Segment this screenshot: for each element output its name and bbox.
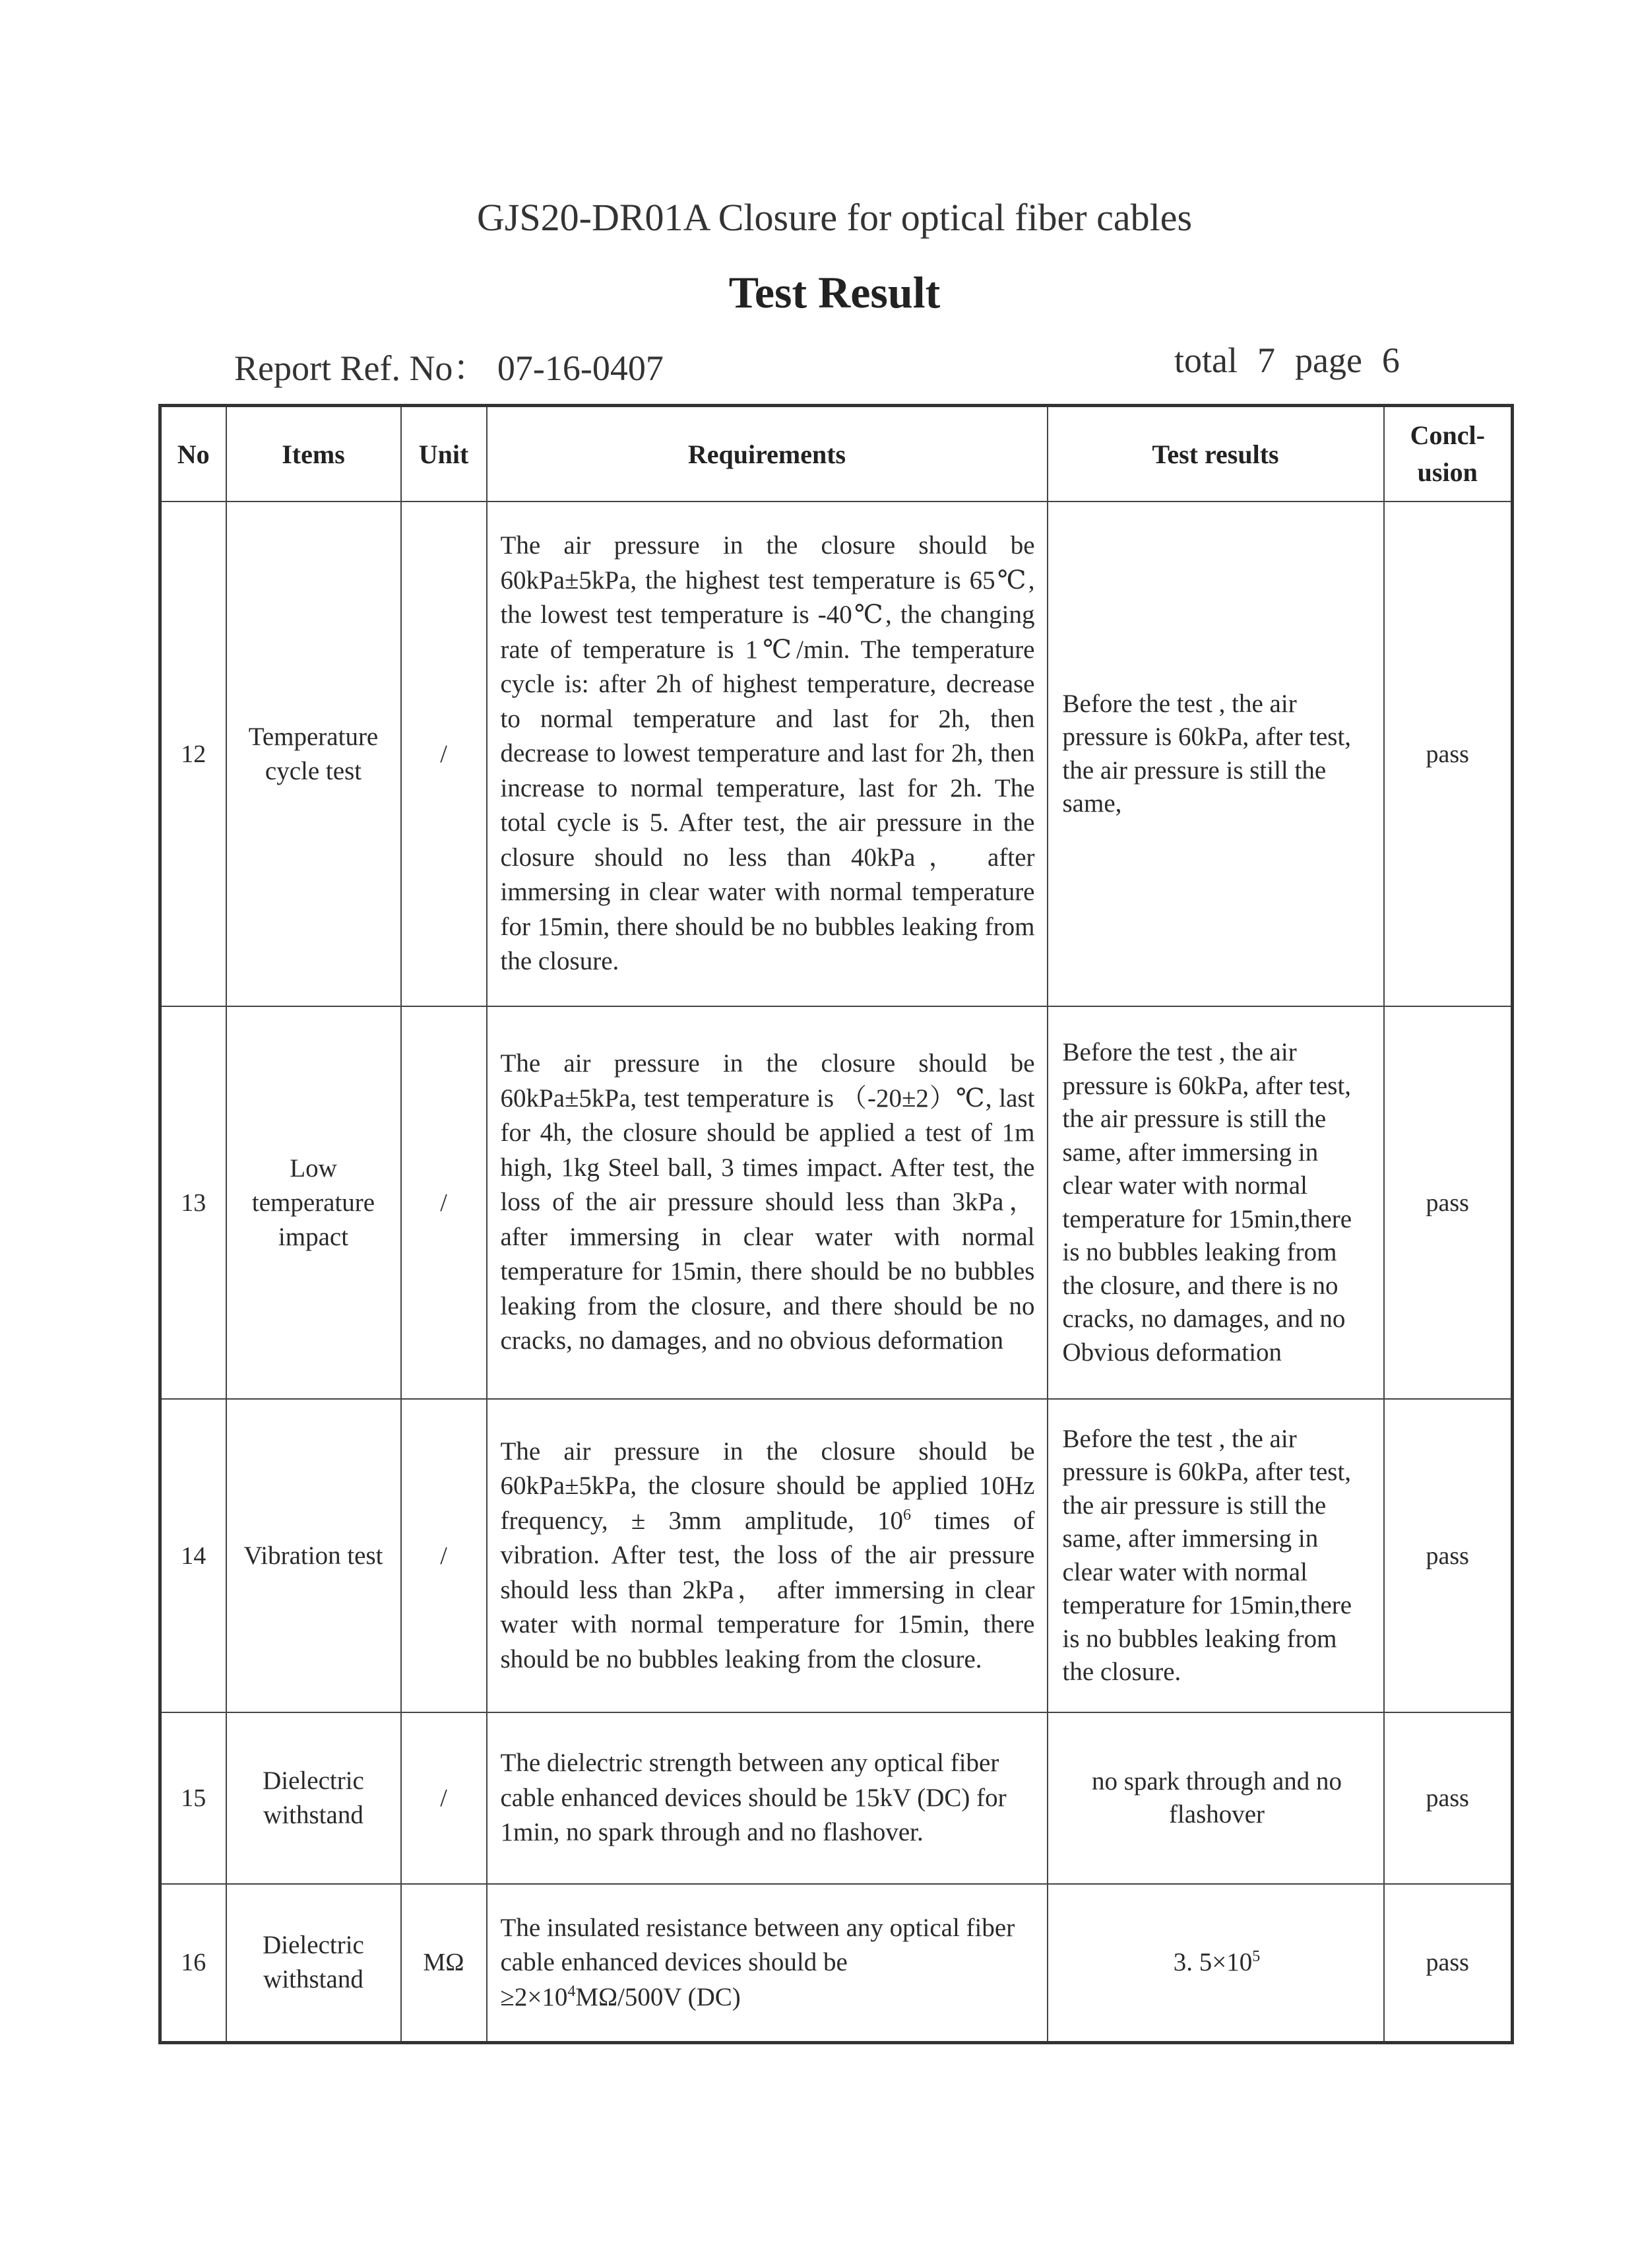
header-conclusion: Concl-usion [1384,406,1513,502]
row-conclusion: pass [1384,502,1513,1006]
row-result [1048,1884,1384,2042]
header-items: Items [226,406,401,502]
row-result: Before the test , the air pressure is 60kPa, after test, the air pressure is still the same, after immersing in clear water with normal temperature for 15min,there is no bubbles leaking from the closure. [1048,1399,1384,1712]
page-info [1174,340,1400,381]
total-value: 7 [1257,340,1275,380]
table-row [160,1006,1513,1399]
table-row [160,1712,1513,1884]
header-test-results: Test results [1048,406,1384,502]
row-unit: MΩ [401,1884,487,2042]
exponent: 6 [902,1506,911,1524]
row-requirement: The air pressure in the closure should be 60kPa±5kPa, the highest test temperature is 65℃, the lowest test temperature is -40℃, the changing rate of temperature is 1℃/min. The temperature cycle is: after 2h of highest temperature, decrease to normal temperature and last for 2h, then decrease to lowest temperature and last for 2h, then increase to normal temperature, last for 2h. The total cycle is 5. After test, the air pressure in the closure should no less than 40kPa， after immersing in clear water with normal temperature for 15min, there should be no bubbles leaking from the closure. [487,502,1048,1006]
exponent: 5 [1252,1948,1261,1965]
row-no: 14 [160,1399,226,1712]
row-conclusion: pass [1384,1006,1513,1399]
table-row [160,1884,1513,2042]
row-no: 16 [160,1884,226,2042]
row-item: Low temperature impact [226,1006,401,1399]
result-value: 3. 5×10 [1173,1948,1253,1976]
row-result: Before the test , the air pressure is 60kPa, after test, the air pressure is still the same, [1048,502,1384,1006]
row-requirement [487,1884,1048,2042]
document-subtitle: GJS20-DR01A Closure for optical fiber cables [476,196,1193,239]
report-reference: Report Ref. No： 07-16-0407 [234,348,664,388]
row-item: Vibration test [226,1399,401,1712]
requirement-text: The air pressure in the closure should be 60kPa±5kPa, the closure should be applied 10Hz frequency, ± 3mm amplitude, 10 [500,1437,1035,1535]
row-requirement: The dielectric strength between any optical fiber cable enhanced devices should be 15kV (DC) for 1min, no spark through and no flashover. [487,1712,1048,1884]
row-requirement: The air pressure in the closure should be 60kPa±5kPa, test temperature is （-20±2）℃, last for 4h, the closure should be applied a test of 1m high, 1kg Steel ball, 3 times impact. After test, the loss of the air pressure should less than 3kPa， after immersing in clear water with normal temperature for 15min, there should be no bubbles leaking from the closure, and there should be no cracks, no damages, and no obvious deformation [487,1006,1048,1399]
requirement-text-cont: MΩ/500V (DC) [575,1982,741,2011]
row-conclusion: pass [1384,1712,1513,1884]
row-item: Dielectric withstand [226,1712,401,1884]
row-result: Before the test , the air pressure is 60kPa, after test, the air pressure is still the same, after immersing in clear water with normal temperature for 15min,there is no bubbles leaking from the closure, and there is no cracks, no damages, and no Obvious deformation [1048,1006,1384,1399]
row-result: no spark through and no flashover [1048,1712,1384,1884]
requirement-text-cont: times of vibration. After test, the loss of the air pressure should less than 2kPa， after immersing in clear water with normal temperature for 15min, there should be no bubbles leaking from the closure. [500,1506,1035,1673]
header-requirements: Requirements [487,406,1048,502]
row-conclusion: pass [1384,1884,1513,2042]
row-unit: / [401,1399,487,1712]
row-no: 13 [160,1006,226,1399]
header-no: No [160,406,226,502]
row-unit: / [401,502,487,1006]
row-conclusion: pass [1384,1399,1513,1712]
row-no: 15 [160,1712,226,1884]
table-header-row [160,406,1513,502]
table-row [160,1399,1513,1712]
row-item: Temperature cycle test [226,502,401,1006]
table-row [160,502,1513,1006]
requirement-text: The insulated resistance between any optical fiber cable enhanced devices should be ≥2×10 [500,1913,1015,2011]
test-results-table [158,404,1514,2044]
page-label: page [1294,340,1362,380]
row-item: Dielectric withstand [226,1884,401,2042]
row-unit: / [401,1712,487,1884]
row-requirement [487,1399,1048,1712]
page-value: 6 [1381,340,1400,380]
document-title: Test Result [728,267,941,317]
total-label: total [1174,340,1238,380]
exponent: 4 [567,1982,576,2000]
row-unit: / [401,1006,487,1399]
header-unit: Unit [401,406,487,502]
row-no: 12 [160,502,226,1006]
